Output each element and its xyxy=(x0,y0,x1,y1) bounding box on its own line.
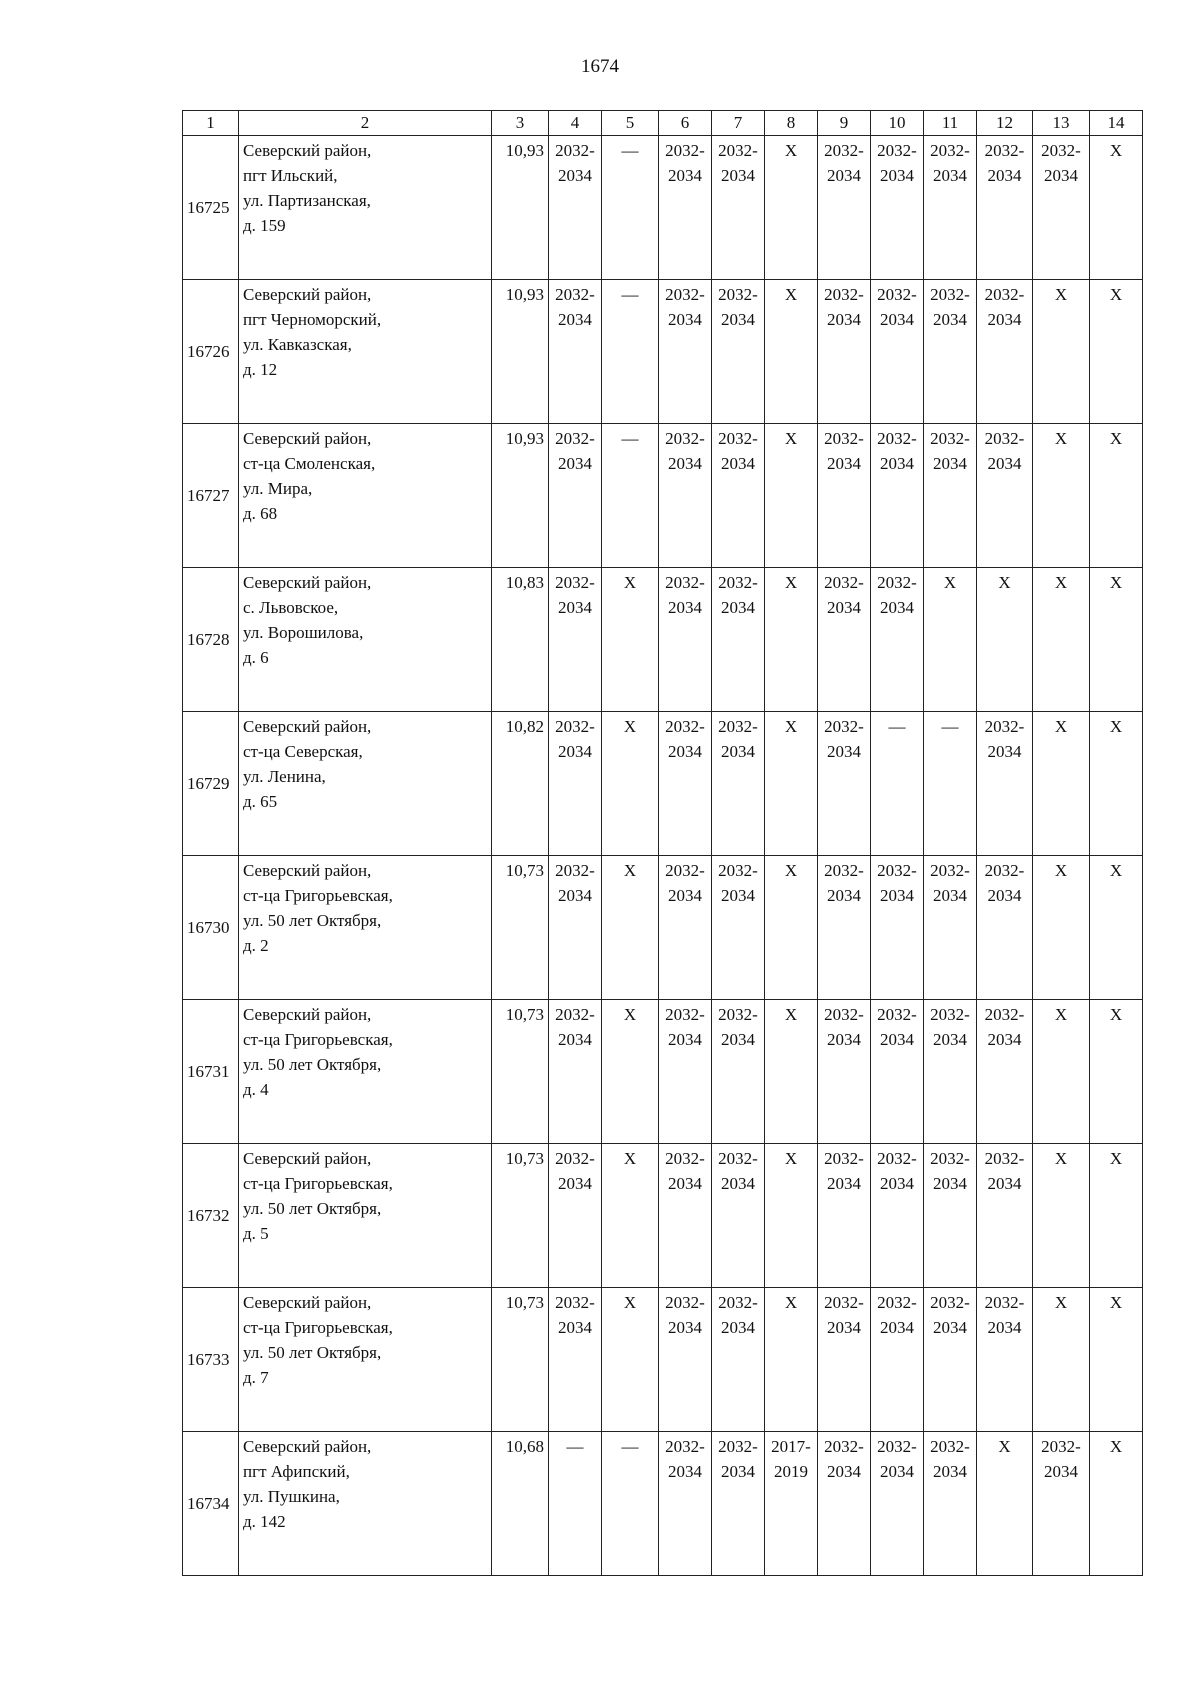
value-cell: 2032- 2034 xyxy=(549,712,602,856)
value-cell: 2032- 2034 xyxy=(977,1144,1033,1288)
address-line: ул. Пушкина, xyxy=(243,1487,340,1506)
value-cell: Х xyxy=(977,568,1033,712)
value-cell: Х xyxy=(765,568,818,712)
coefficient-cell: 10,93 xyxy=(492,136,549,280)
value-cell: Х xyxy=(1033,1144,1090,1288)
address-line: д. 12 xyxy=(243,360,278,379)
value-cell: Х xyxy=(1090,1000,1143,1144)
table-row xyxy=(183,1432,1143,1576)
column-header: 3 xyxy=(492,111,549,136)
address-line: Северский район, xyxy=(243,573,372,592)
value-cell: 2032- 2034 xyxy=(924,136,977,280)
value-cell: 2032- 2034 xyxy=(818,1144,871,1288)
address-cell xyxy=(239,136,492,280)
address-line: Северский район, xyxy=(243,1293,372,1312)
coefficient-cell: 10,82 xyxy=(492,712,549,856)
column-header: 13 xyxy=(1033,111,1090,136)
table-row xyxy=(183,1288,1143,1432)
value-cell: 2017- 2019 xyxy=(765,1432,818,1576)
value-cell: 2032- 2034 xyxy=(1033,136,1090,280)
address-line: ул. 50 лет Октября, xyxy=(243,911,382,930)
value-cell: Х xyxy=(765,1288,818,1432)
value-cell: 2032- 2034 xyxy=(871,1144,924,1288)
address-line: ст-ца Северская, xyxy=(243,742,363,761)
table-row xyxy=(183,568,1143,712)
value-cell: 2032- 2034 xyxy=(871,136,924,280)
address-line: д. 68 xyxy=(243,504,278,523)
table-row xyxy=(183,424,1143,568)
address-line: д. 159 xyxy=(243,216,286,235)
value-cell: 2032- 2034 xyxy=(871,1000,924,1144)
address-line: Северский район, xyxy=(243,1437,372,1456)
table-row xyxy=(183,856,1143,1000)
address-line: пгт Черноморский, xyxy=(243,310,382,329)
address-line: д. 5 xyxy=(243,1224,269,1243)
value-cell: 2032- 2034 xyxy=(977,136,1033,280)
address-line: ст-ца Смоленская, xyxy=(243,454,376,473)
value-cell: 2032- 2034 xyxy=(659,136,712,280)
value-cell: Х xyxy=(1033,1288,1090,1432)
value-cell: 2032- 2034 xyxy=(712,856,765,1000)
address-line: с. Львовское, xyxy=(243,598,339,617)
column-header: 5 xyxy=(602,111,659,136)
value-cell: 2032- 2034 xyxy=(712,712,765,856)
address-line: д. 142 xyxy=(243,1512,286,1531)
value-cell: Х xyxy=(1090,424,1143,568)
value-cell: — xyxy=(549,1432,602,1576)
column-header: 6 xyxy=(659,111,712,136)
value-cell: Х xyxy=(765,856,818,1000)
coefficient-cell: 10,73 xyxy=(492,1288,549,1432)
value-cell: 2032- 2034 xyxy=(659,1432,712,1576)
value-cell: 2032- 2034 xyxy=(977,280,1033,424)
value-cell: Х xyxy=(1090,568,1143,712)
value-cell: 2032- 2034 xyxy=(818,712,871,856)
value-cell: Х xyxy=(1033,280,1090,424)
value-cell: 2032- 2034 xyxy=(549,1000,602,1144)
address-cell xyxy=(239,568,492,712)
value-cell: Х xyxy=(765,1000,818,1144)
value-cell: 2032- 2034 xyxy=(818,1432,871,1576)
value-cell: — xyxy=(602,1432,659,1576)
address-cell xyxy=(239,1288,492,1432)
table-row xyxy=(183,712,1143,856)
coefficient-cell: 10,68 xyxy=(492,1432,549,1576)
column-header: 4 xyxy=(549,111,602,136)
value-cell: 2032- 2034 xyxy=(712,1432,765,1576)
page-number: 1674 xyxy=(581,56,619,77)
value-cell: Х xyxy=(602,856,659,1000)
address-line: ст-ца Григорьевская, xyxy=(243,1318,393,1337)
address-line: ул. 50 лет Октября, xyxy=(243,1199,382,1218)
address-cell xyxy=(239,1000,492,1144)
address-line: д. 6 xyxy=(243,648,269,667)
value-cell: Х xyxy=(1033,424,1090,568)
value-cell: 2032- 2034 xyxy=(924,1288,977,1432)
address-line: Северский район, xyxy=(243,141,372,160)
header-row xyxy=(183,111,1143,136)
address-line: д. 65 xyxy=(243,792,278,811)
value-cell: Х xyxy=(1033,856,1090,1000)
value-cell: 2032- 2034 xyxy=(977,712,1033,856)
value-cell: Х xyxy=(1090,856,1143,1000)
address-line: Северский район, xyxy=(243,429,372,448)
value-cell: 2032- 2034 xyxy=(924,1144,977,1288)
value-cell: Х xyxy=(765,712,818,856)
value-cell: 2032- 2034 xyxy=(549,1144,602,1288)
row-number: 16730 xyxy=(183,856,239,1000)
value-cell: Х xyxy=(1090,1144,1143,1288)
value-cell: 2032- 2034 xyxy=(818,1288,871,1432)
address-line: пгт Ильский, xyxy=(243,166,338,185)
address-line: ст-ца Григорьевская, xyxy=(243,1174,393,1193)
value-cell: 2032- 2034 xyxy=(712,1000,765,1144)
value-cell: 2032- 2034 xyxy=(977,1000,1033,1144)
column-header: 14 xyxy=(1090,111,1143,136)
value-cell: Х xyxy=(602,1288,659,1432)
value-cell: Х xyxy=(1090,280,1143,424)
address-line: Северский район, xyxy=(243,285,372,304)
column-header: 10 xyxy=(871,111,924,136)
row-number: 16734 xyxy=(183,1432,239,1576)
address-line: ул. Кавказская, xyxy=(243,335,352,354)
value-cell: — xyxy=(602,136,659,280)
row-number: 16728 xyxy=(183,568,239,712)
value-cell: Х xyxy=(765,136,818,280)
row-number: 16729 xyxy=(183,712,239,856)
value-cell: Х xyxy=(602,1144,659,1288)
column-header: 9 xyxy=(818,111,871,136)
address-line: Северский район, xyxy=(243,717,372,736)
value-cell: Х xyxy=(765,424,818,568)
value-cell: 2032- 2034 xyxy=(549,1288,602,1432)
address-line: Северский район, xyxy=(243,861,372,880)
value-cell: 2032- 2034 xyxy=(659,424,712,568)
value-cell: 2032- 2034 xyxy=(818,424,871,568)
row-number: 16731 xyxy=(183,1000,239,1144)
value-cell: Х xyxy=(1033,712,1090,856)
value-cell: Х xyxy=(602,1000,659,1144)
address-line: д. 4 xyxy=(243,1080,269,1099)
value-cell: — xyxy=(602,280,659,424)
address-line: д. 7 xyxy=(243,1368,269,1387)
value-cell: 2032- 2034 xyxy=(924,1000,977,1144)
address-line: ст-ца Григорьевская, xyxy=(243,1030,393,1049)
value-cell: 2032- 2034 xyxy=(924,1432,977,1576)
row-number: 16725 xyxy=(183,136,239,280)
value-cell: 2032- 2034 xyxy=(818,136,871,280)
address-cell xyxy=(239,856,492,1000)
value-cell: 2032- 2034 xyxy=(659,1288,712,1432)
value-cell: — xyxy=(602,424,659,568)
value-cell: 2032- 2034 xyxy=(977,1288,1033,1432)
value-cell: Х xyxy=(977,1432,1033,1576)
address-cell xyxy=(239,1432,492,1576)
value-cell: 2032- 2034 xyxy=(871,424,924,568)
coefficient-cell: 10,73 xyxy=(492,1144,549,1288)
value-cell: Х xyxy=(1090,712,1143,856)
value-cell: — xyxy=(871,712,924,856)
value-cell: 2032- 2034 xyxy=(659,856,712,1000)
value-cell: Х xyxy=(1090,1432,1143,1576)
address-line: Северский район, xyxy=(243,1149,372,1168)
address-line: пгт Афипский, xyxy=(243,1462,350,1481)
value-cell: 2032- 2034 xyxy=(659,1000,712,1144)
address-line: ул. 50 лет Октября, xyxy=(243,1055,382,1074)
value-cell: 2032- 2034 xyxy=(977,856,1033,1000)
value-cell: 2032- 2034 xyxy=(712,280,765,424)
coefficient-cell: 10,73 xyxy=(492,856,549,1000)
value-cell: 2032- 2034 xyxy=(871,568,924,712)
value-cell: 2032- 2034 xyxy=(818,856,871,1000)
address-line: ул. Партизанская, xyxy=(243,191,371,210)
value-cell: 2032- 2034 xyxy=(1033,1432,1090,1576)
value-cell: 2032- 2034 xyxy=(549,280,602,424)
value-cell: Х xyxy=(602,712,659,856)
value-cell: 2032- 2034 xyxy=(712,568,765,712)
value-cell: Х xyxy=(765,1144,818,1288)
table-body xyxy=(183,136,1143,1576)
address-line: ул. Мира, xyxy=(243,479,313,498)
table-row xyxy=(183,1144,1143,1288)
value-cell: Х xyxy=(1033,1000,1090,1144)
value-cell: 2032- 2034 xyxy=(871,1432,924,1576)
value-cell: Х xyxy=(765,280,818,424)
table-row xyxy=(183,280,1143,424)
value-cell: 2032- 2034 xyxy=(549,856,602,1000)
row-number: 16733 xyxy=(183,1288,239,1432)
column-header: 7 xyxy=(712,111,765,136)
value-cell: 2032- 2034 xyxy=(549,568,602,712)
coefficient-cell: 10,93 xyxy=(492,424,549,568)
data-table xyxy=(182,110,1143,1576)
value-cell: Х xyxy=(602,568,659,712)
coefficient-cell: 10,73 xyxy=(492,1000,549,1144)
coefficient-cell: 10,93 xyxy=(492,280,549,424)
column-header: 2 xyxy=(239,111,492,136)
row-number: 16727 xyxy=(183,424,239,568)
column-header: 1 xyxy=(183,111,239,136)
value-cell: 2032- 2034 xyxy=(712,136,765,280)
value-cell: 2032- 2034 xyxy=(924,856,977,1000)
column-header: 12 xyxy=(977,111,1033,136)
value-cell: Х xyxy=(1090,1288,1143,1432)
value-cell: 2032- 2034 xyxy=(659,568,712,712)
value-cell: 2032- 2034 xyxy=(659,280,712,424)
column-header: 11 xyxy=(924,111,977,136)
value-cell: 2032- 2034 xyxy=(871,280,924,424)
value-cell: 2032- 2034 xyxy=(924,280,977,424)
address-line: Северский район, xyxy=(243,1005,372,1024)
value-cell: 2032- 2034 xyxy=(977,424,1033,568)
value-cell: 2032- 2034 xyxy=(871,1288,924,1432)
value-cell: 2032- 2034 xyxy=(818,568,871,712)
value-cell: 2032- 2034 xyxy=(549,424,602,568)
table-row xyxy=(183,1000,1143,1144)
value-cell: 2032- 2034 xyxy=(712,1288,765,1432)
value-cell: 2032- 2034 xyxy=(712,1144,765,1288)
address-cell xyxy=(239,280,492,424)
address-cell xyxy=(239,424,492,568)
row-number: 16726 xyxy=(183,280,239,424)
value-cell: 2032- 2034 xyxy=(924,424,977,568)
column-header: 8 xyxy=(765,111,818,136)
row-number: 16732 xyxy=(183,1144,239,1288)
table-row xyxy=(183,136,1143,280)
value-cell: 2032- 2034 xyxy=(659,1144,712,1288)
address-line: ул. 50 лет Октября, xyxy=(243,1343,382,1362)
value-cell: Х xyxy=(924,568,977,712)
address-line: ул. Ленина, xyxy=(243,767,326,786)
value-cell: Х xyxy=(1033,568,1090,712)
coefficient-cell: 10,83 xyxy=(492,568,549,712)
value-cell: 2032- 2034 xyxy=(549,136,602,280)
value-cell: 2032- 2034 xyxy=(712,424,765,568)
value-cell: 2032- 2034 xyxy=(659,712,712,856)
value-cell: 2032- 2034 xyxy=(818,280,871,424)
value-cell: 2032- 2034 xyxy=(871,856,924,1000)
address-line: ст-ца Григорьевская, xyxy=(243,886,393,905)
address-cell xyxy=(239,712,492,856)
value-cell: — xyxy=(924,712,977,856)
address-line: ул. Ворошилова, xyxy=(243,623,364,642)
value-cell: 2032- 2034 xyxy=(818,1000,871,1144)
address-cell xyxy=(239,1144,492,1288)
address-line: д. 2 xyxy=(243,936,269,955)
value-cell: Х xyxy=(1090,136,1143,280)
